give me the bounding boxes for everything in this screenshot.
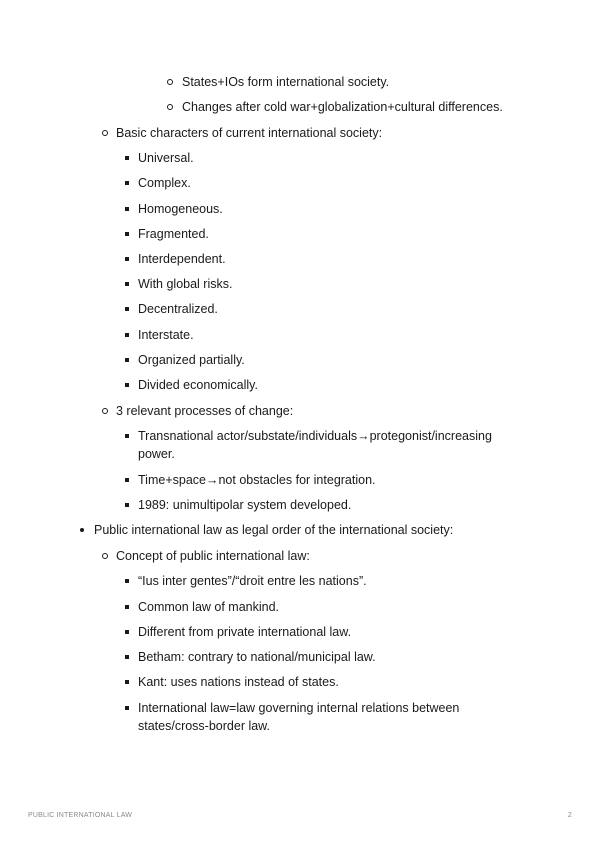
list-item-text: Homogeneous. (138, 202, 223, 216)
disc-bullet-icon (80, 528, 84, 532)
list-item-heading (116, 124, 382, 142)
hollow-bullet-icon (102, 408, 108, 414)
list-item-text: Concept of public international law: (116, 549, 310, 563)
square-bullet-icon (125, 232, 129, 236)
footer-title: PUBLIC INTERNATIONAL LAW (28, 812, 133, 819)
list-item (138, 275, 232, 293)
list-item-text: Interstate. (138, 328, 194, 342)
list-item-text: Organized partially. (138, 353, 245, 367)
list-item-text: International law=law governing internal relations between states/cross-border law. (138, 701, 460, 733)
list-item (138, 351, 245, 369)
square-bullet-icon (125, 207, 129, 211)
square-bullet-icon (125, 655, 129, 659)
list-item (138, 471, 376, 489)
square-bullet-icon (125, 579, 129, 583)
list-item (138, 496, 351, 514)
list-item-text: Betham: contrary to national/municipal law. (138, 650, 376, 664)
list-item (138, 623, 351, 641)
square-bullet-icon (125, 333, 129, 337)
list-item (138, 427, 518, 463)
list-item-text: Changes after cold war+globalization+cultural differences. (182, 100, 503, 114)
square-bullet-icon (125, 307, 129, 311)
square-bullet-icon (125, 503, 129, 507)
list-item-text: Basic characters of current international society: (116, 126, 383, 140)
list-item-text: Time+space→not obstacles for integration. (138, 473, 376, 487)
list-item (138, 300, 218, 318)
list-item-heading (94, 521, 453, 539)
list-item-text: With global risks. (138, 277, 233, 291)
square-bullet-icon (125, 478, 129, 482)
square-bullet-icon (125, 358, 129, 362)
hollow-bullet-icon (102, 130, 108, 136)
list-item (138, 648, 376, 666)
list-item-text: Complex. (138, 176, 191, 190)
square-bullet-icon (125, 181, 129, 185)
list-item-heading (116, 402, 293, 420)
list-item (138, 149, 194, 167)
list-item-text: 3 relevant processes of change: (116, 404, 294, 418)
square-bullet-icon (125, 156, 129, 160)
list-item (138, 699, 488, 735)
square-bullet-icon (125, 706, 129, 710)
list-item (138, 250, 226, 268)
list-item (138, 572, 367, 590)
hollow-bullet-icon (102, 553, 108, 559)
list-item (138, 376, 258, 394)
hollow-bullet-icon (167, 104, 173, 110)
list-item-text: 1989: unimultipolar system developed. (138, 498, 352, 512)
list-item-text: Decentralized. (138, 302, 218, 316)
list-item-text: “Ius inter gentes”/“droit entre les nations”. (138, 574, 367, 588)
square-bullet-icon (125, 282, 129, 286)
hollow-bullet-icon (167, 79, 173, 85)
list-item-text: Different from private international law. (138, 625, 352, 639)
list-item-text: States+IOs form international society. (182, 75, 390, 89)
list-item-text: Divided economically. (138, 378, 258, 392)
list-item (138, 326, 194, 344)
list-item-text: Kant: uses nations instead of states. (138, 675, 339, 689)
square-bullet-icon (125, 630, 129, 634)
list-item (182, 98, 503, 116)
square-bullet-icon (125, 680, 129, 684)
list-item (138, 225, 209, 243)
square-bullet-icon (125, 383, 129, 387)
list-item (182, 73, 389, 91)
square-bullet-icon (125, 257, 129, 261)
list-item-text: Public international law as legal order of the international society: (94, 523, 454, 537)
list-item-text: Transnational actor/substate/individuals→protegonist/increasing power. (138, 429, 492, 461)
page-number: 2 (567, 812, 572, 819)
list-item-text: Common law of mankind. (138, 600, 280, 614)
list-item (138, 200, 223, 218)
list-item-text: Interdependent. (138, 252, 226, 266)
list-item-text: Universal. (138, 151, 194, 165)
list-item-text: Fragmented. (138, 227, 209, 241)
list-item-heading (116, 547, 310, 565)
list-item (138, 673, 339, 691)
square-bullet-icon (125, 434, 129, 438)
list-item (138, 174, 191, 192)
list-item (138, 598, 279, 616)
square-bullet-icon (125, 605, 129, 609)
